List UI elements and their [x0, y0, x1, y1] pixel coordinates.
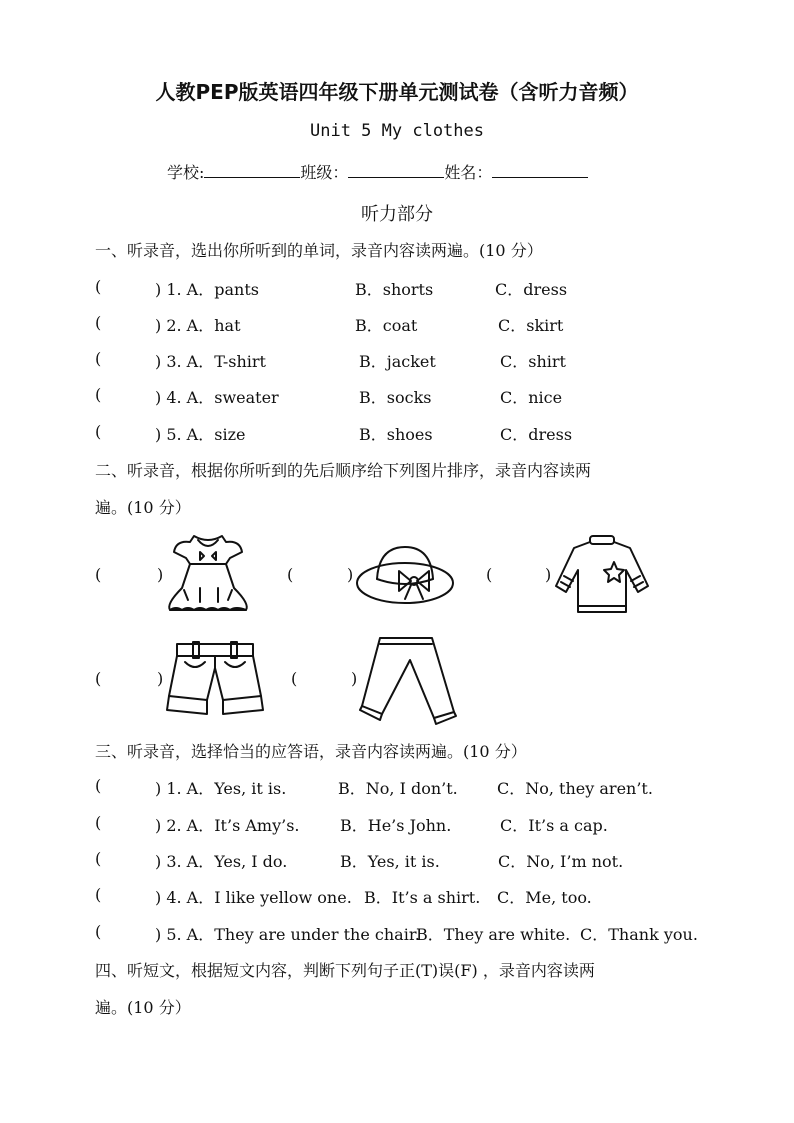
picture-2-paren-open[interactable]: ( [287, 565, 294, 584]
option-b: B．No, I don’t. [338, 779, 458, 798]
option-c: C．dress [500, 425, 573, 444]
answer-paren[interactable]: ( [95, 776, 102, 795]
picture-4-paren-close: ) [157, 669, 164, 688]
picture-2-paren-close: ) [347, 565, 354, 584]
option-a: ) 5. A．size [155, 425, 246, 444]
class-blank[interactable] [348, 163, 444, 178]
option-c: C．dress [495, 280, 568, 299]
part1-instruction: 一、听录音，选出你所听到的单词，录音内容读两遍。(10 分） [95, 241, 543, 260]
option-c: C．No, they aren’t. [497, 779, 653, 798]
part2-instruction-line2: 遍。(10 分） [95, 498, 191, 517]
option-a: ) 3. A．T-shirt [155, 352, 266, 371]
answer-paren[interactable]: ( [95, 385, 102, 404]
hat-icon [355, 543, 455, 607]
part4-instruction-line2: 遍。(10 分） [95, 998, 191, 1017]
answer-paren[interactable]: ( [95, 277, 102, 296]
option-c: C．Me, too. [497, 888, 592, 907]
school-label: 学校: [167, 163, 205, 182]
answer-paren[interactable]: ( [95, 422, 102, 441]
option-b: B．He’s John. [340, 816, 452, 835]
option-b: B．shorts [355, 280, 434, 299]
answer-paren[interactable]: ( [95, 849, 102, 868]
option-c: C．Thank you. [580, 925, 698, 944]
option-c: C．No, I’m not. [498, 852, 624, 871]
pants-icon [360, 634, 456, 724]
option-c: C．It’s a cap. [500, 816, 608, 835]
option-a: ) 4. A．sweater [155, 388, 279, 407]
option-b: B．jacket [359, 352, 436, 371]
unit-subtitle: Unit 5 My clothes [310, 121, 484, 141]
option-a: ) 1. A．pants [155, 280, 259, 299]
picture-5-paren-open[interactable]: ( [291, 669, 298, 688]
shorts-icon [165, 640, 265, 720]
school-blank[interactable] [204, 163, 300, 178]
picture-1-paren-open[interactable]: ( [95, 565, 102, 584]
picture-3-paren-close: ) [545, 565, 552, 584]
answer-paren[interactable]: ( [95, 922, 102, 941]
option-a: ) 5. A．They are under the chair. [155, 925, 420, 944]
answer-paren[interactable]: ( [95, 813, 102, 832]
option-b: B．coat [355, 316, 418, 335]
part2-instruction-line1: 二、听录音，根据你所听到的先后顺序给下列图片排序，录音内容读两 [95, 461, 592, 480]
listening-section-heading: 听力部分 [361, 204, 433, 225]
name-label: 姓名： [444, 163, 493, 182]
picture-5-paren-close: ) [351, 669, 358, 688]
picture-4-paren-open[interactable]: ( [95, 669, 102, 688]
picture-3-paren-open[interactable]: ( [486, 565, 493, 584]
option-a: ) 2. A．hat [155, 316, 241, 335]
option-b: B．They are white. [416, 925, 571, 944]
answer-paren[interactable]: ( [95, 349, 102, 368]
name-blank[interactable] [492, 163, 588, 178]
option-b: B．It’s a shirt. [364, 888, 481, 907]
student-info [167, 160, 588, 183]
option-a: ) 1. A．Yes, it is. [155, 779, 287, 798]
option-b: B．shoes [359, 425, 433, 444]
option-a: ) 2. A．It’s Amy’s. [155, 816, 300, 835]
option-c: C．skirt [498, 316, 564, 335]
class-label: 班级： [300, 163, 349, 182]
part3-instruction: 三、听录音，选择恰当的应答语，录音内容读两遍。(10 分） [95, 742, 527, 761]
sweater-icon [552, 534, 652, 614]
picture-1-paren-close: ) [157, 565, 164, 584]
option-a: ) 3. A．Yes, I do. [155, 852, 288, 871]
option-a: ) 4. A．I like yellow one. [155, 888, 352, 907]
option-b: B．socks [359, 388, 432, 407]
option-b: B．Yes, it is. [340, 852, 440, 871]
answer-paren[interactable]: ( [95, 885, 102, 904]
page-title: 人教PEP版英语四年级下册单元测试卷（含听力音频） [155, 80, 639, 104]
part4-instruction-line1: 四、听短文，根据短文内容，判断下列句子正(T)误(F) ，录音内容读两 [95, 961, 595, 980]
answer-paren[interactable]: ( [95, 313, 102, 332]
option-c: C．nice [500, 388, 563, 407]
dress-icon [160, 530, 256, 614]
option-c: C．shirt [500, 352, 566, 371]
